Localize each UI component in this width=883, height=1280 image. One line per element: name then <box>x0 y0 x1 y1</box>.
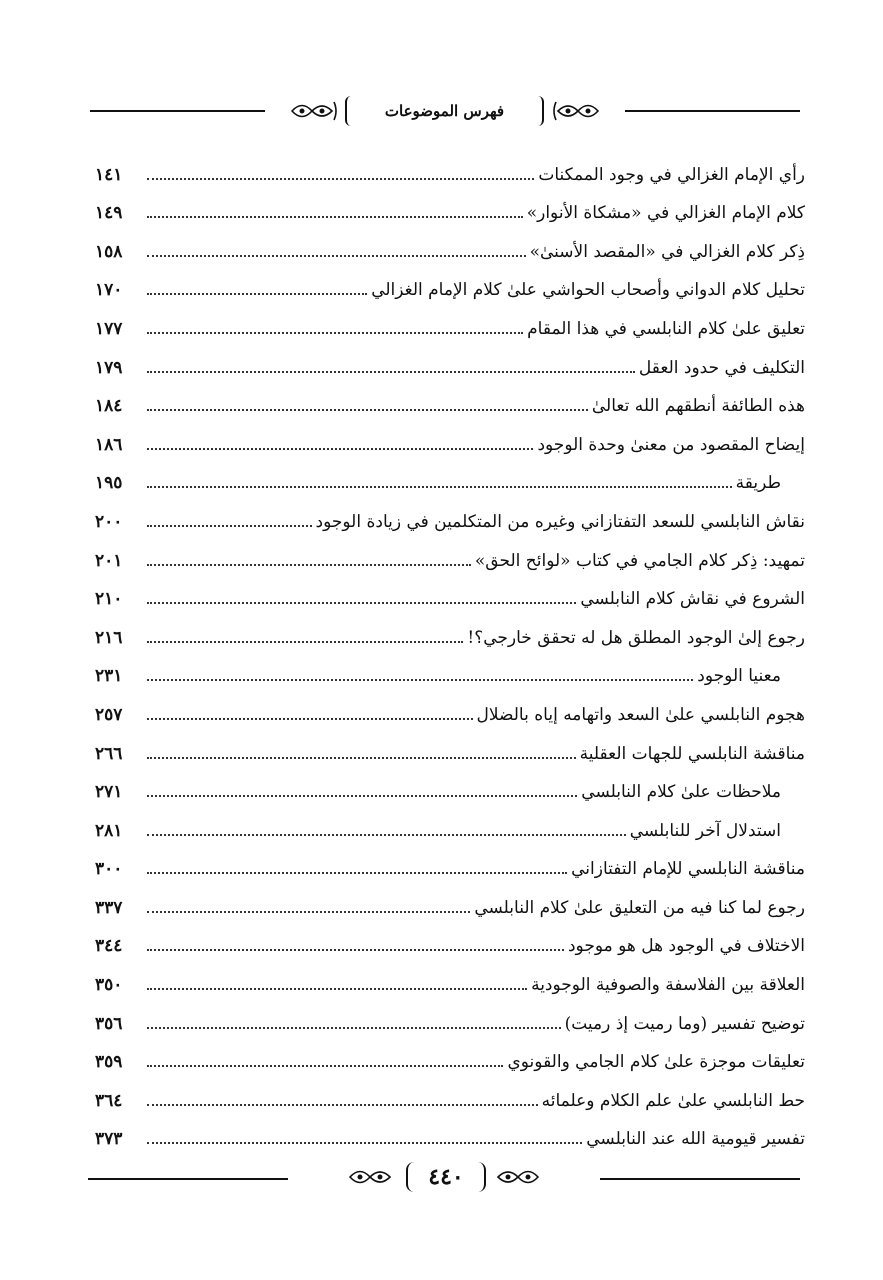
toc-entry-title: هذه الطائفة أنطقهم الله تعالىٰ <box>591 396 805 417</box>
dot-leader <box>147 216 523 218</box>
toc-entry-title: ملاحظات علىٰ كلام النابلسي <box>581 782 781 803</box>
toc-entry-page: ٢٨١ <box>95 820 123 841</box>
toc-entry <box>95 263 805 302</box>
toc-entry-title: رجوع لما كنا فيه من التعليق علىٰ كلام النابلسي <box>474 897 805 918</box>
dot-leader <box>147 757 576 759</box>
toc-entry <box>95 224 805 263</box>
toc-entry <box>95 494 805 533</box>
dot-leader <box>147 1142 582 1144</box>
dot-leader <box>147 1027 561 1029</box>
toc-entry-title: مناقشة النابلسي للجهات العقلية <box>579 743 805 764</box>
toc-entry <box>95 996 805 1035</box>
toc-entry <box>95 417 805 456</box>
toc-entry <box>95 147 805 186</box>
toc-entry-title: رأي الإمام الغزالي في وجود الممكنات <box>538 164 805 185</box>
footer-ornament-left-icon <box>348 1164 396 1190</box>
toc-entry-page: ١٧٩ <box>95 357 123 378</box>
footer-ornament-right-icon <box>492 1164 540 1190</box>
toc-entry-title: تمهيد: ذِكر كلام الجامي في كتاب «لوائح الحق» <box>474 550 805 571</box>
toc-entry-page: ٢١٦ <box>95 627 123 648</box>
table-of-contents <box>95 147 805 1150</box>
toc-entry-page: ١٨٤ <box>95 396 123 417</box>
dot-leader <box>147 718 473 720</box>
page-header <box>90 92 800 132</box>
dot-leader <box>147 293 367 295</box>
dot-leader <box>147 448 533 450</box>
toc-entry-page: ٢٥٧ <box>95 704 123 725</box>
toc-entry-page: ١٧٠ <box>95 280 123 301</box>
dot-leader <box>147 911 470 913</box>
toc-entry <box>95 1073 805 1112</box>
toc-entry <box>95 957 805 996</box>
toc-entry-title: استدلال آخر للنابلسي <box>629 820 781 841</box>
toc-entry-page: ٢٠٠ <box>95 511 123 532</box>
footer-rule-left <box>88 1178 288 1180</box>
dot-leader <box>147 1065 503 1067</box>
toc-entry-page: ٢٧١ <box>95 782 123 803</box>
header-title: فهرس الموضوعات <box>345 96 544 126</box>
toc-entry-page: ٢٦٦ <box>95 743 123 764</box>
toc-entry-title: ذِكر كلام الغزالي في «المقصد الأسنىٰ» <box>529 241 805 262</box>
toc-entry-page: ٢١٠ <box>95 589 123 610</box>
dot-leader <box>147 949 564 951</box>
toc-entry-page: ٣٦٤ <box>95 1090 123 1111</box>
toc-entry-page: ١٤١ <box>95 164 123 185</box>
toc-entry-title: تحليل كلام الدواني وأصحاب الحواشي علىٰ كلام الإمام الغزالي <box>371 280 805 301</box>
dot-leader <box>147 255 526 257</box>
dot-leader <box>147 525 312 527</box>
toc-entry-page: ٣٣٧ <box>95 897 123 918</box>
toc-entry-title: تعليقات موجزة علىٰ كلام الجامي والقونوي <box>507 1052 805 1073</box>
toc-entry-title: طريقة <box>735 473 781 494</box>
header-rule-left <box>90 110 265 112</box>
toc-entry-title: نقاش النابلسي للسعد التفتازاني وغيره من المتكلمين في زيادة الوجود <box>315 511 805 532</box>
toc-entry-title: تعليق علىٰ كلام النابلسي في هذا المقام <box>527 318 805 339</box>
dot-leader <box>147 872 567 874</box>
toc-entry <box>95 687 805 726</box>
toc-entry-title: مناقشة النابلسي للإمام التفتازاني <box>571 859 805 880</box>
toc-entry-title: كلام الإمام الغزالي في «مشكاة الأنوار» <box>526 203 805 224</box>
toc-entry-page: ٣٧٣ <box>95 1129 123 1150</box>
toc-entry <box>95 572 805 611</box>
toc-entry <box>95 1112 805 1151</box>
page-footer <box>88 1158 800 1198</box>
toc-entry-page: ٣٥٦ <box>95 1013 123 1034</box>
toc-entry-title: الشروع في نقاش كلام النابلسي <box>580 589 805 610</box>
toc-entry-title: التكليف في حدود العقل <box>638 357 805 378</box>
toc-entry <box>95 301 805 340</box>
toc-entry-title: العلاقة بين الفلاسفة والصوفية الوجودية <box>531 975 805 996</box>
dot-leader <box>147 641 463 643</box>
toc-entry <box>95 803 805 842</box>
toc-entry-page: ١٥٨ <box>95 241 123 262</box>
toc-entry <box>95 1035 805 1074</box>
dot-leader <box>147 795 577 797</box>
dot-leader <box>147 602 576 604</box>
toc-entry-page: ١٩٥ <box>95 473 123 494</box>
toc-entry-page: ١٤٩ <box>95 203 123 224</box>
toc-entry-page: ١٨٦ <box>95 434 123 455</box>
ornament-right-icon <box>552 98 600 124</box>
toc-entry <box>95 610 805 649</box>
toc-entry-page: ٣٤٤ <box>95 936 123 957</box>
toc-entry-page: ٣٥٩ <box>95 1052 123 1073</box>
toc-entry <box>95 456 805 495</box>
dot-leader <box>147 486 732 488</box>
dot-leader <box>147 679 693 681</box>
toc-entry <box>95 379 805 418</box>
toc-entry-page: ١٧٧ <box>95 318 123 339</box>
toc-entry <box>95 340 805 379</box>
toc-entry <box>95 765 805 804</box>
toc-entry <box>95 919 805 958</box>
dot-leader <box>147 834 626 836</box>
toc-entry-title: حط النابلسي علىٰ علم الكلام وعلمائه <box>541 1090 805 1111</box>
ornament-left-icon <box>290 98 338 124</box>
toc-entry-title: تفسير قيومية الله عند النابلسي <box>586 1129 805 1150</box>
footer-rule-right <box>600 1178 800 1180</box>
header-rule-right <box>625 110 800 112</box>
toc-entry-title: إيضاح المقصود من معنىٰ وحدة الوجود <box>537 434 805 455</box>
toc-entry-title: رجوع إلىٰ الوجود المطلق هل له تحقق خارجي؟! <box>467 627 805 648</box>
page-number: ٤٤٠ <box>406 1162 486 1192</box>
toc-entry <box>95 842 805 881</box>
toc-entry <box>95 186 805 225</box>
toc-entry-page: ٢٣١ <box>95 666 123 687</box>
toc-entry <box>95 880 805 919</box>
dot-leader <box>147 332 523 334</box>
dot-leader <box>147 409 588 411</box>
toc-entry-title: هجوم النابلسي علىٰ السعد واتهامه إياه بالضلال <box>476 704 805 725</box>
toc-entry-title: معنيا الوجود <box>697 666 781 687</box>
toc-entry <box>95 533 805 572</box>
dot-leader <box>147 564 471 566</box>
toc-entry <box>95 649 805 688</box>
dot-leader <box>147 988 527 990</box>
toc-entry-title: الاختلاف في الوجود هل هو موجود <box>567 936 805 957</box>
toc-entry-page: ٣٠٠ <box>95 859 123 880</box>
dot-leader <box>147 1104 538 1106</box>
toc-entry <box>95 726 805 765</box>
toc-entry-page: ٣٥٠ <box>95 975 123 996</box>
toc-entry-page: ٢٠١ <box>95 550 123 571</box>
dot-leader <box>147 178 534 180</box>
toc-entry-title: توضيح تفسير (وما رميت إذ رميت) <box>564 1013 805 1034</box>
dot-leader <box>147 371 635 373</box>
